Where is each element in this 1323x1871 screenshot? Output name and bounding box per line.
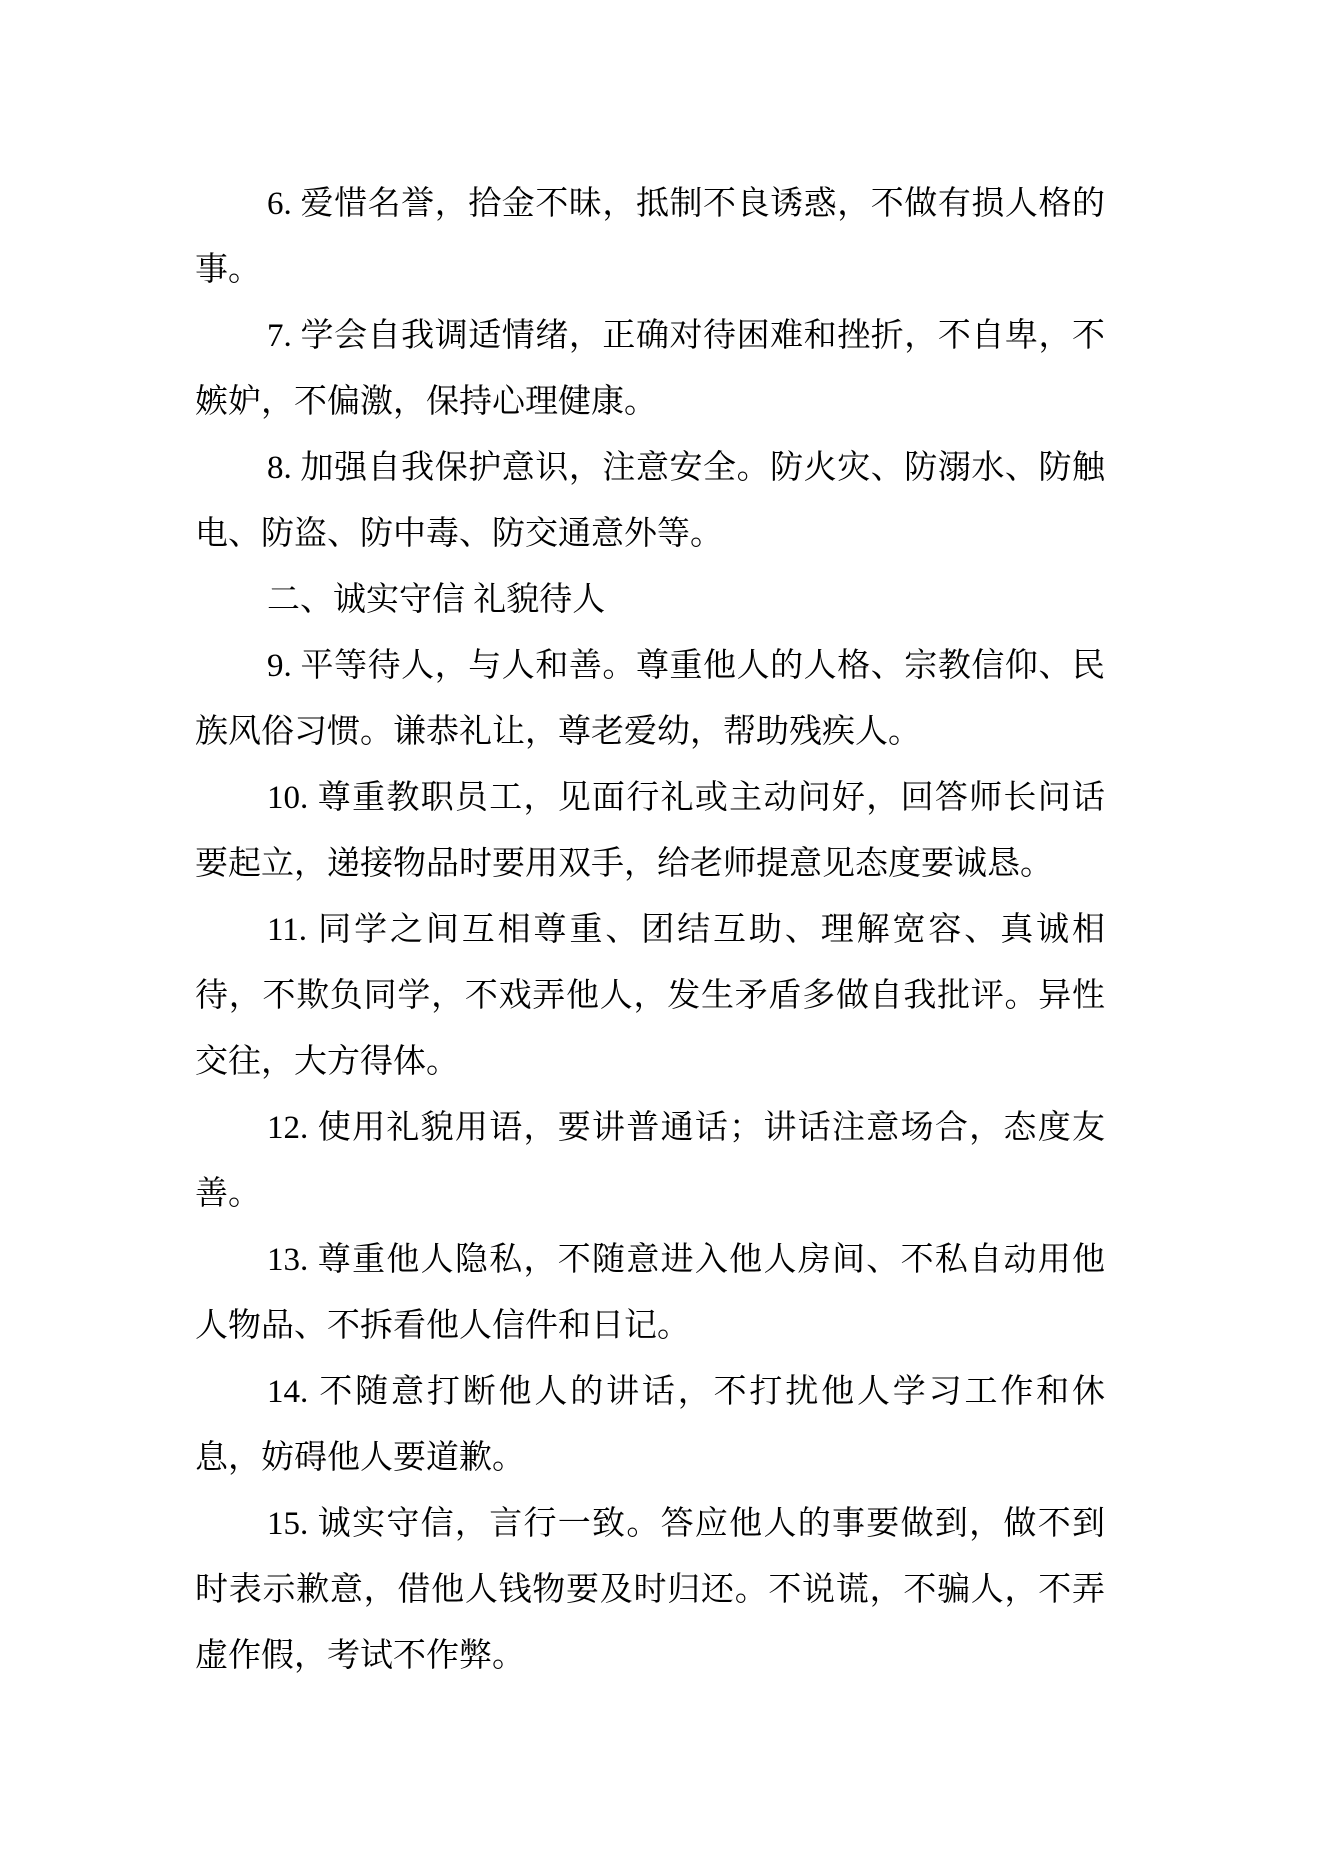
document-body: [195, 171, 1105, 1689]
rule-item-6: 6. 爱惜名誉，拾金不昧，抵制不良诱惑，不做有损人格的事。: [195, 186, 1105, 288]
rule-item-14: 14. 不随意打断他人的讲话，不打扰他人学习工作和休息，妨碍他人要道歉。: [195, 1374, 1105, 1476]
rule-item-8: 8. 加强自我保护意识，注意安全。防火灾、防溺水、防触电、防盗、防中毒、防交通意外等。: [195, 450, 1105, 552]
section-heading: 二、诚实守信 礼貌待人: [267, 582, 606, 618]
rule-item-11: 11. 同学之间互相尊重、团结互助、理解宽容、真诚相待，不欺负同学，不戏弄他人，发生矛盾多做自我批评。异性交往，大方得体。: [195, 912, 1105, 1080]
rule-item-7: 7. 学会自我调适情绪，正确对待困难和挫折，不自卑，不嫉妒，不偏激，保持心理健康。: [195, 318, 1105, 420]
rule-item-13: 13. 尊重他人隐私，不随意进入他人房间、不私自动用他人物品、不拆看他人信件和日记。: [195, 1242, 1105, 1344]
rule-item-9: 9. 平等待人，与人和善。尊重他人的人格、宗教信仰、民族风俗习惯。谦恭礼让，尊老爱幼，帮助残疾人。: [195, 648, 1105, 750]
rule-item-10: 10. 尊重教职员工，见面行礼或主动问好，回答师长问话要起立，递接物品时要用双手，给老师提意见态度要诚恳。: [195, 780, 1105, 882]
rule-item-12: 12. 使用礼貌用语，要讲普通话；讲话注意场合，态度友善。: [195, 1110, 1105, 1212]
rule-item-15: 15. 诚实守信，言行一致。答应他人的事要做到，做不到时表示歉意，借他人钱物要及时归还。不说谎，不骗人，不弄虚作假，考试不作弊。: [195, 1506, 1105, 1674]
